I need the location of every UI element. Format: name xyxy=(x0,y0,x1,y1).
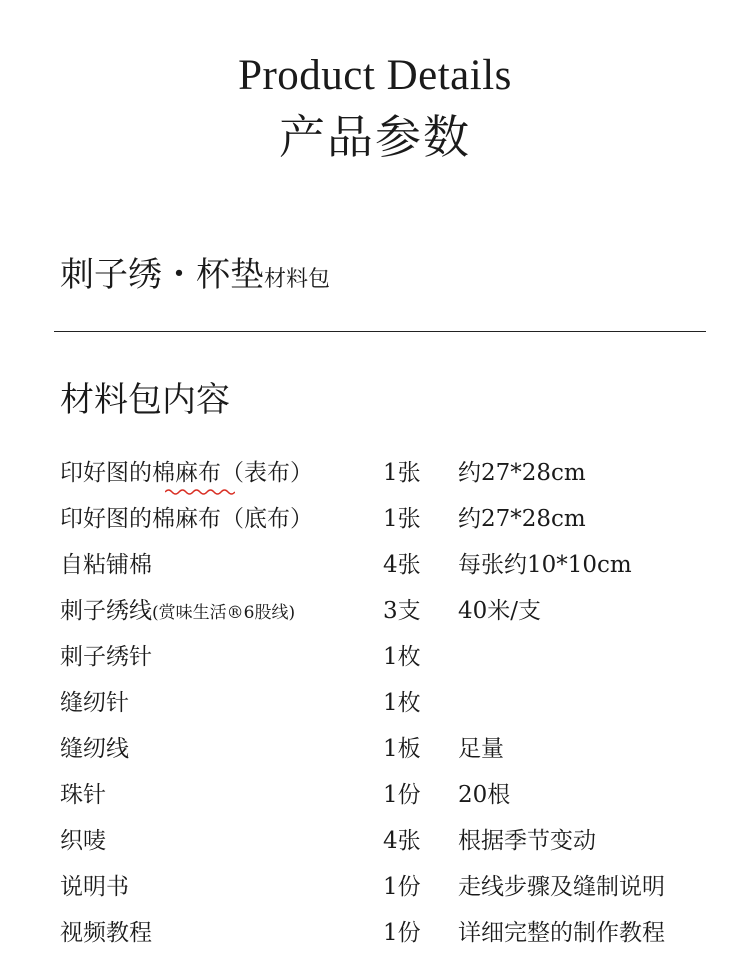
list-item xyxy=(0,542,750,588)
item-note: 详细完整的制作教程 xyxy=(458,920,665,946)
item-name: 缝纫线 xyxy=(60,736,129,762)
item-name: 珠针 xyxy=(60,782,106,808)
list-item xyxy=(0,588,750,634)
item-quantity: 1板 xyxy=(383,736,421,762)
kit-contents-list xyxy=(0,450,750,956)
item-name: 印好图的棉麻布（底布） xyxy=(60,506,313,532)
item-name: 自粘铺棉 xyxy=(60,552,152,578)
product-name xyxy=(60,250,330,305)
list-item xyxy=(0,910,750,956)
page-title-chinese: 产品参数 xyxy=(279,110,471,164)
item-quantity: 1枚 xyxy=(383,644,421,670)
item-note: 20根 xyxy=(458,782,511,808)
item-quantity: 1张 xyxy=(383,460,421,486)
item-note: 约27*28cm xyxy=(458,506,586,532)
list-item xyxy=(0,496,750,542)
list-item xyxy=(0,680,750,726)
item-name: 视频教程 xyxy=(60,920,152,946)
item-quantity: 1张 xyxy=(383,506,421,532)
item-note: 40米/支 xyxy=(458,598,542,624)
item-name-detail: (赏味生活®6股线) xyxy=(152,603,296,623)
page-title-english: Product Details xyxy=(238,52,512,99)
item-quantity: 1份 xyxy=(383,782,421,808)
list-item xyxy=(0,450,750,496)
item-name xyxy=(60,588,295,634)
product-name-suffix: 材料包 xyxy=(264,267,331,292)
item-note: 根据季节变动 xyxy=(458,828,596,854)
item-quantity: 3支 xyxy=(383,598,421,624)
item-name: 说明书 xyxy=(60,874,129,900)
list-item xyxy=(0,634,750,680)
section-divider xyxy=(54,331,706,332)
item-note: 走线步骤及缝制说明 xyxy=(458,874,665,900)
list-item xyxy=(0,864,750,910)
item-quantity: 4张 xyxy=(383,828,421,854)
item-name: 缝纫针 xyxy=(60,690,129,716)
item-note: 足量 xyxy=(458,736,504,762)
item-quantity: 1份 xyxy=(383,920,421,946)
item-note: 每张约10*10cm xyxy=(458,552,632,578)
list-item xyxy=(0,726,750,772)
item-name: 刺子绣针 xyxy=(60,644,152,670)
product-name-main: 刺子绣・杯垫 xyxy=(60,255,264,295)
spellcheck-underline xyxy=(165,488,235,496)
item-note: 约27*28cm xyxy=(458,460,586,486)
item-name: 织唛 xyxy=(60,828,106,854)
item-name: 印好图的棉麻布（表布） xyxy=(60,460,313,486)
item-quantity: 1份 xyxy=(383,874,421,900)
item-name-main: 刺子绣线 xyxy=(60,598,152,624)
list-item xyxy=(0,818,750,864)
kit-contents-heading: 材料包内容 xyxy=(60,380,230,420)
list-item xyxy=(0,772,750,818)
item-quantity: 4张 xyxy=(383,552,421,578)
item-quantity: 1枚 xyxy=(383,690,421,716)
